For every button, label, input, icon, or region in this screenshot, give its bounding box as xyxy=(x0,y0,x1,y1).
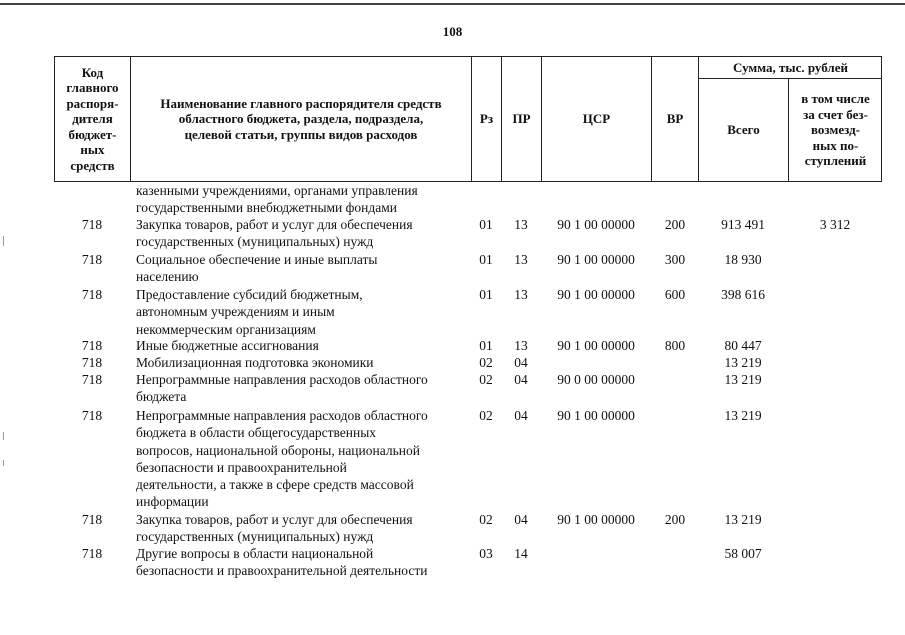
header-name: Наименование главного распорядителя средств областного бюджета, раздела, подраздела, целевой статьи, группы видов расходов xyxy=(160,95,442,142)
row-rz: 01 xyxy=(479,338,493,353)
row-pr: 04 xyxy=(514,512,528,527)
scan-mark xyxy=(3,432,4,440)
row-csr: 90 1 00 00000 xyxy=(557,287,635,302)
row-total: 913 491 xyxy=(721,217,765,232)
row-code: 718 xyxy=(81,408,103,423)
row-total: 80 447 xyxy=(724,338,762,353)
header-total: Всего xyxy=(727,122,760,138)
row-total: 13 219 xyxy=(724,512,762,527)
header-free: в том числе за счет без- возмезд- ных по- ступлений xyxy=(801,91,870,169)
row-pr: 13 xyxy=(514,338,528,353)
row-rz: 02 xyxy=(479,355,493,370)
row-csr: 90 1 00 00000 xyxy=(557,512,635,527)
row-name: Предоставление субсидий бюджетным, автономным учреждениям и иным некоммерческим организациям xyxy=(136,287,363,337)
row-pr: 04 xyxy=(514,372,528,387)
row-vr: 300 xyxy=(664,252,686,267)
row-free: 3 312 xyxy=(819,217,851,232)
row-code: 718 xyxy=(81,372,103,387)
row-code: 718 xyxy=(81,217,103,232)
row-name: Непрограммные направления расходов областного бюджета в области общегосударственных вопросов, национальной обороны, национальной безопасности и правоохранительной деятельности, а также в сфере средств массовой информации xyxy=(136,408,428,510)
row-csr: 90 1 00 00000 xyxy=(557,338,635,353)
row-rz: 01 xyxy=(479,287,493,302)
row-csr: 90 0 00 00000 xyxy=(557,372,635,387)
header-sum: Сумма, тыс. рублей xyxy=(733,59,848,75)
row-total: 58 007 xyxy=(724,546,762,561)
header-csr: ЦСР xyxy=(582,111,611,127)
row-rz: 01 xyxy=(479,252,493,267)
row-pr: 13 xyxy=(514,252,528,267)
scan-mark xyxy=(3,236,4,246)
row-name: Непрограммные направления расходов областного бюджета xyxy=(136,372,428,405)
row-csr: 90 1 00 00000 xyxy=(557,217,635,232)
row-name: Социальное обеспечение и иные выплаты населению xyxy=(136,252,378,285)
row-pr: 13 xyxy=(514,217,528,232)
header-rz: Рз xyxy=(479,111,494,127)
row-name: Мобилизационная подготовка экономики xyxy=(136,355,374,370)
row-rz: 02 xyxy=(479,372,493,387)
row-pr: 04 xyxy=(514,408,528,423)
header-code: Код главного распоря- дителя бюджет- ных средств xyxy=(66,64,119,173)
row-rz: 02 xyxy=(479,408,493,423)
page-number: 108 xyxy=(442,24,463,39)
row-total: 398 616 xyxy=(721,287,765,302)
row-csr: 90 1 00 00000 xyxy=(557,252,635,267)
row-pr: 04 xyxy=(514,355,528,370)
row-vr: 800 xyxy=(664,338,686,353)
row-name: Закупка товаров, работ и услуг для обеспечения государственных (муниципальных) нужд xyxy=(136,512,413,545)
row-vr: 200 xyxy=(664,217,686,232)
row-code: 718 xyxy=(81,355,103,370)
row-code: 718 xyxy=(81,546,103,561)
scan-mark xyxy=(3,460,4,466)
row-csr: 90 1 00 00000 xyxy=(557,408,635,423)
row-vr: 600 xyxy=(664,287,686,302)
row-total: 13 219 xyxy=(724,355,762,370)
row-vr: 200 xyxy=(664,512,686,527)
row-name: Закупка товаров, работ и услуг для обеспечения государственных (муниципальных) нужд xyxy=(136,217,413,250)
row-code: 718 xyxy=(81,252,103,267)
row-code: 718 xyxy=(81,512,103,527)
row-rz: 02 xyxy=(479,512,493,527)
header-pr: ПР xyxy=(512,111,531,127)
row-name: Другие вопросы в области национальной безопасности и правоохранительной деятельности xyxy=(136,546,428,579)
row-total: 13 219 xyxy=(724,372,762,387)
row-name: казенными учреждениями, органами управления государственными внебюджетными фондами xyxy=(136,183,418,216)
row-name: Иные бюджетные ассигнования xyxy=(136,338,319,353)
row-total: 13 219 xyxy=(724,408,762,423)
row-pr: 14 xyxy=(514,546,528,561)
top-rule xyxy=(0,3,905,5)
row-pr: 13 xyxy=(514,287,528,302)
header-vr: ВР xyxy=(666,111,684,127)
row-rz: 03 xyxy=(479,546,493,561)
row-code: 718 xyxy=(81,338,103,353)
table-header xyxy=(54,56,882,182)
row-total: 18 930 xyxy=(724,252,762,267)
row-rz: 01 xyxy=(479,217,493,232)
row-code: 718 xyxy=(81,287,103,302)
